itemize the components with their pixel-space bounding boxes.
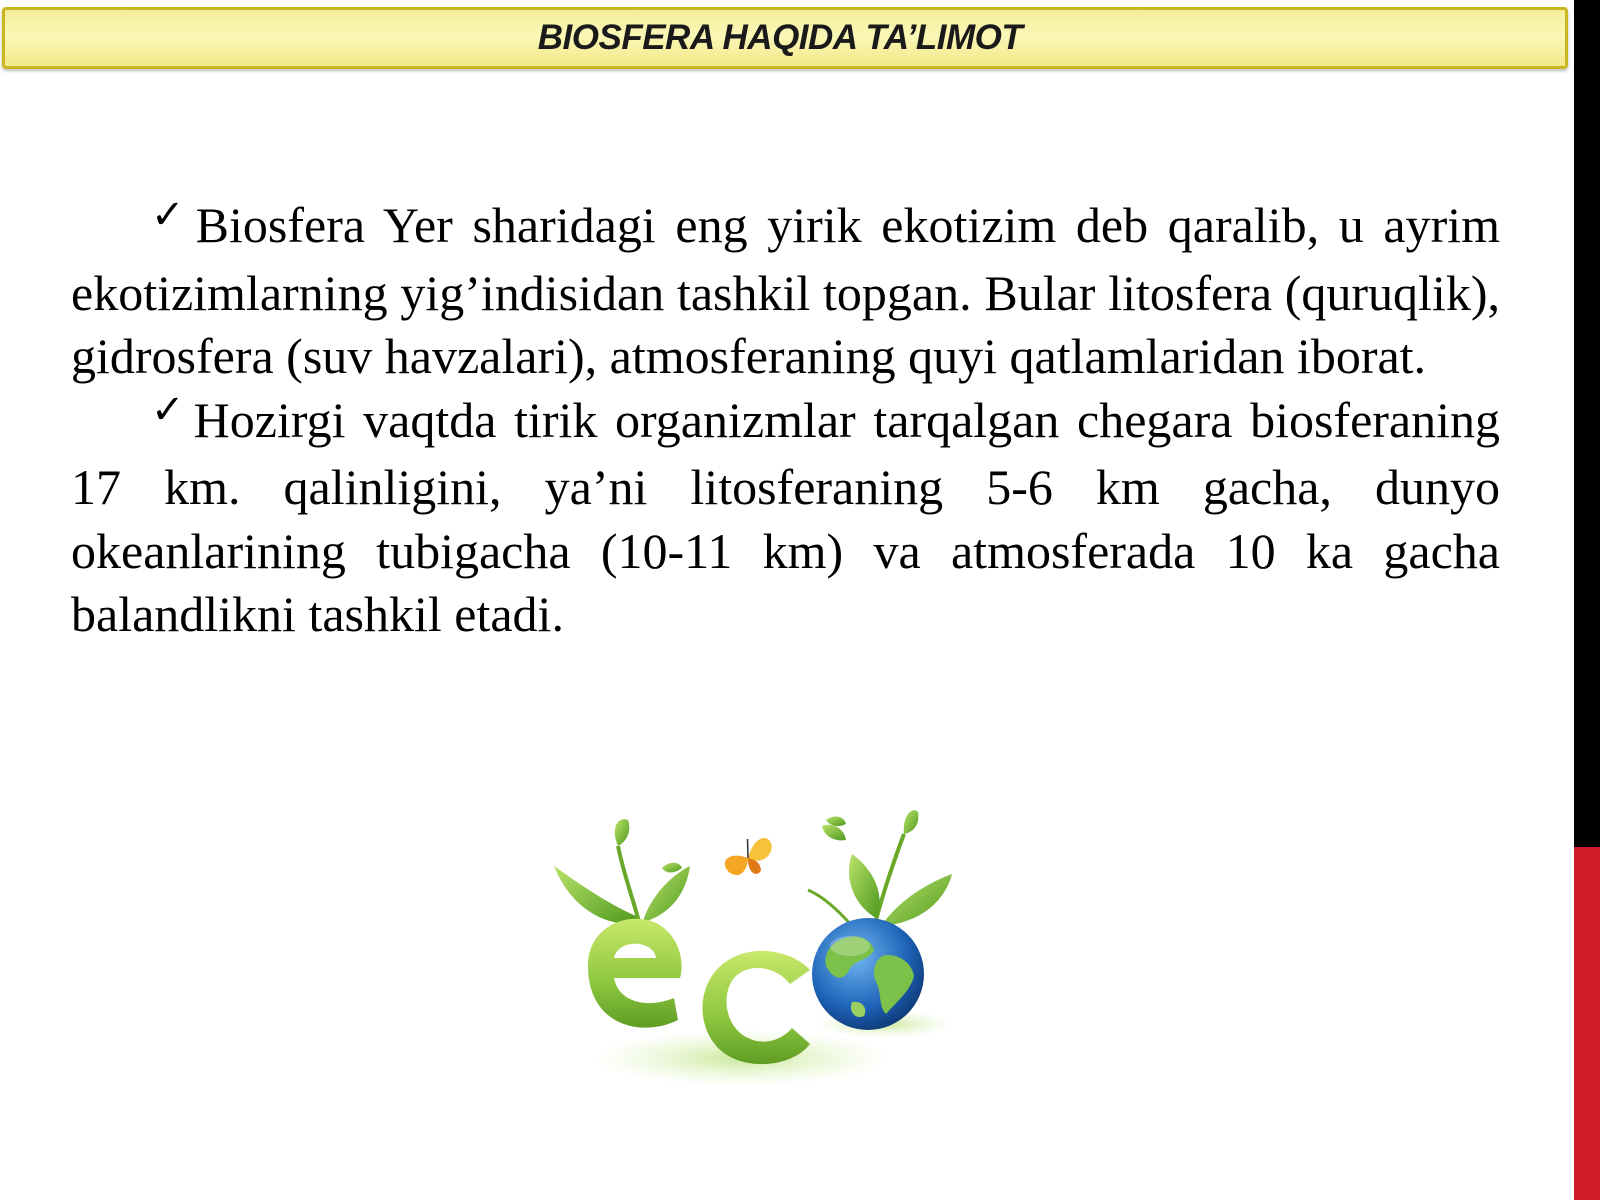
paragraph-text: Hozirgi vaqtda tirik organizmlar tarqalgan chegara biosferaning 17 km. qalinligini, ya’ni litosferaning 5-6 km gacha, dunyo okeanlarining tubigacha (10-11 km) va atmosferada 10 ka gacha balandlikni tashkil etadi. — [71, 391, 1500, 642]
edge-accent — [1574, 847, 1600, 1200]
checkmark-icon: ✓ — [151, 192, 192, 238]
slide-title: BIOSFERA HAQIDA TA’LIMOT — [537, 18, 1023, 57]
body-text — [71, 194, 1500, 647]
paragraph-text: Biosfera Yer sharidagi eng yirik ekotizim deb qaralib, u ayrim ekotizimlarning yig’indisidan tashkil topgan. Bular litosfera (quruqlik), gidrosfera (suv havzalari), atmosferaning quyi qatlamlaridan iborat. — [71, 197, 1501, 384]
eco-logo-icon — [552, 806, 982, 1096]
paragraph-2 — [71, 386, 1500, 647]
checkmark-icon: ✓ — [151, 386, 190, 433]
title-bar — [2, 7, 1568, 69]
paragraph-1 — [71, 194, 1500, 389]
